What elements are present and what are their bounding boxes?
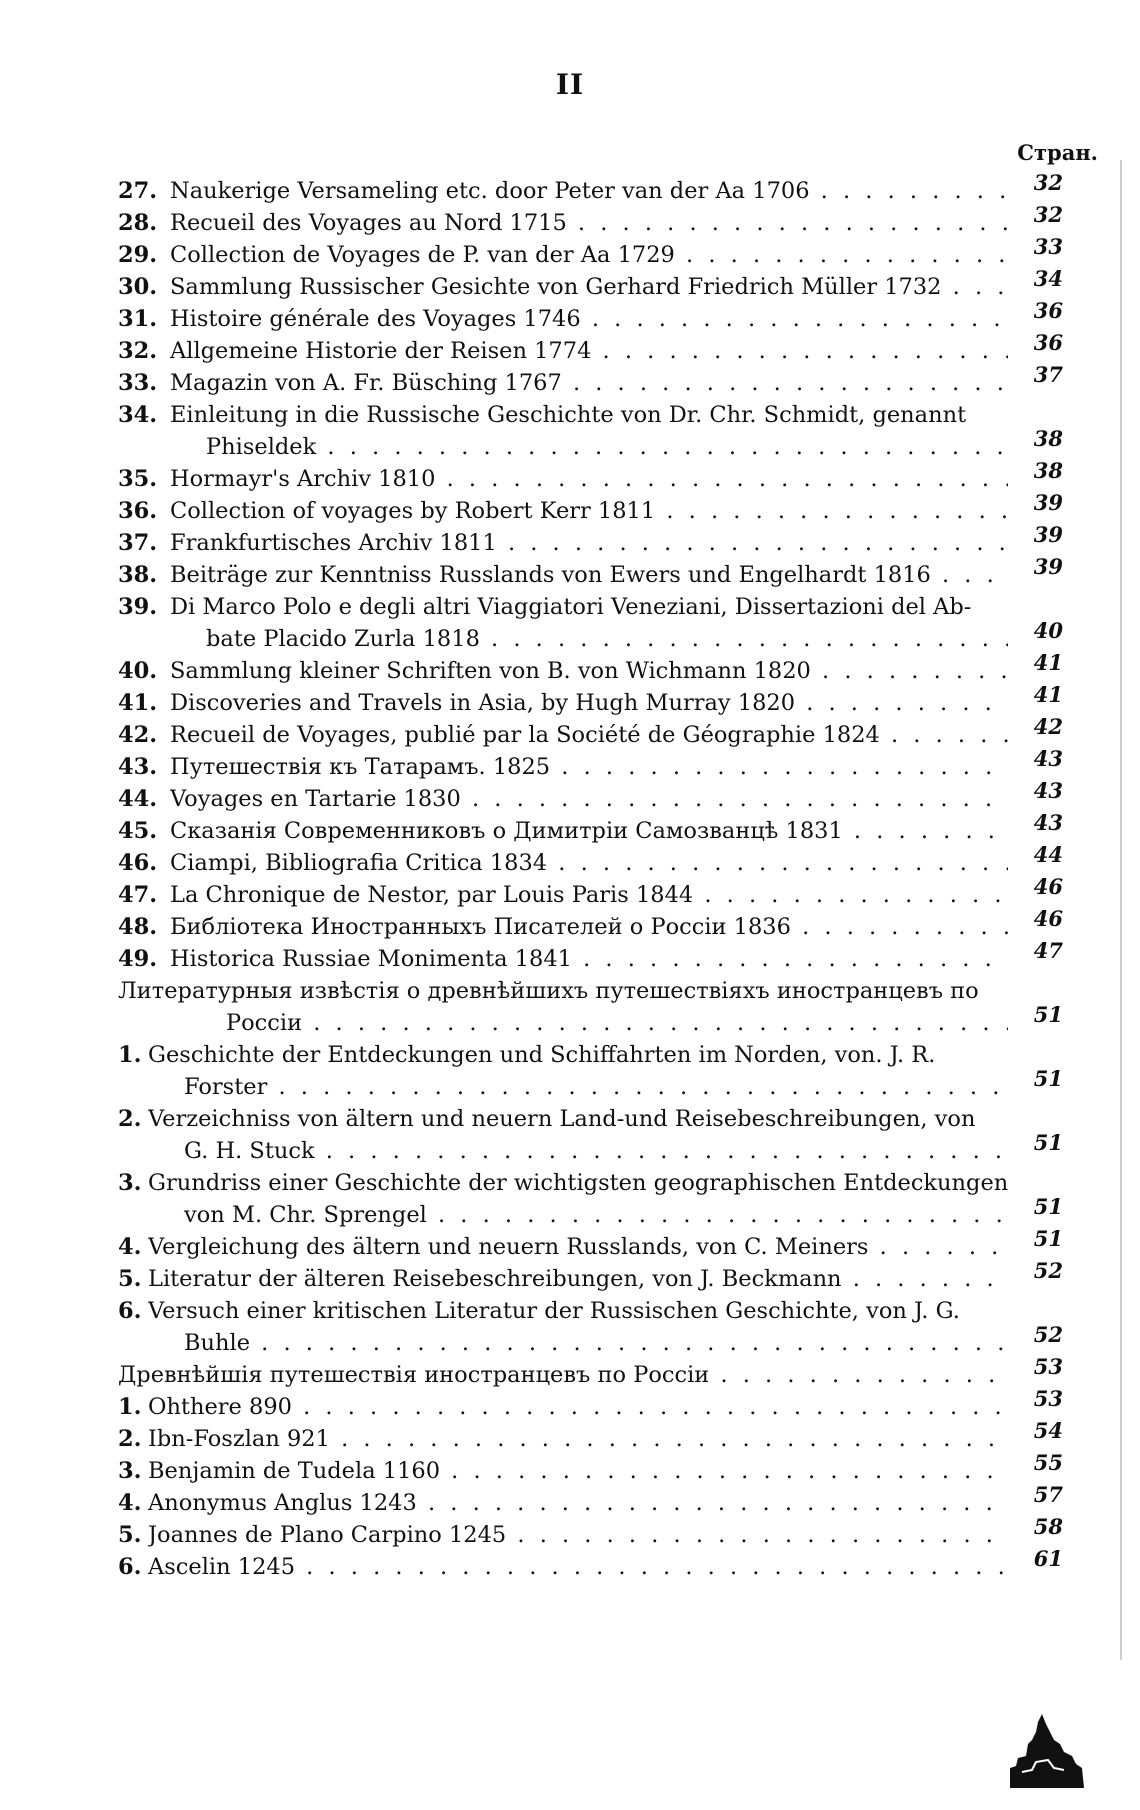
entry-number: 2. (118, 1426, 142, 1452)
toc-entry (118, 1258, 1063, 1295)
entry-title-line: Recueil de Voyages, publié par la Société de Géographie 1824 . . . (170, 719, 1008, 751)
entry-title-line: Voyages en Tartarie 1830 . . . (170, 783, 1008, 815)
entry-number: 44. (118, 786, 158, 812)
section-heading (118, 1354, 1063, 1391)
entry-title-line: Geschichte der Entdeckungen und Schiffahrten im Norden, von. J. R. (148, 1042, 936, 1068)
entry-title-line: Beiträge zur Kenntniss Russlands von Ewers und Engelhardt 1816 . . . (170, 559, 1008, 591)
entry-page-number: 54 (1033, 1418, 1063, 1443)
section-heading (118, 975, 1063, 1039)
toc-entry (118, 399, 1063, 463)
toc-entry (118, 1418, 1063, 1455)
entry-number: 5. (118, 1522, 142, 1548)
entry-title-line: Ciampi, Bibliografia Critica 1834 . . . (170, 847, 1008, 879)
entry-page-number: 42 (1033, 714, 1063, 739)
right-edge-rule (1120, 160, 1122, 1660)
entry-page-number: 39 (1033, 554, 1063, 579)
entry-page-number: 53 (1033, 1386, 1063, 1411)
entry-title-line: Древнѣйшія путешествія иностранцевъ по Россіи . . . (118, 1359, 1008, 1391)
toc-entry (118, 234, 1063, 271)
entry-title-line: Литературныя извѣстія о древнѣйшихъ путешествіяхъ иностранцевъ по (118, 978, 979, 1004)
entry-number: 4. (118, 1234, 142, 1260)
entry-title-line: Grundriss einer Geschichte der wichtigsten geographischen Entdeckungen (148, 1170, 1008, 1196)
entry-number: 4. (118, 1490, 142, 1516)
entry-page-number: 47 (1033, 938, 1063, 963)
entry-page-number: 46 (1033, 906, 1063, 931)
entry-title-line: Collection of voyages by Robert Kerr 1811 . . . (170, 495, 1008, 527)
toc-entry (118, 778, 1063, 815)
entry-number: 29. (118, 242, 158, 268)
entry-title-line: Discoveries and Travels in Asia, by Hugh Murray 1820 . . . (170, 687, 1008, 719)
toc-entry (118, 746, 1063, 783)
toc-entry (118, 1103, 1063, 1167)
toc-entry (118, 650, 1063, 687)
entry-number: 47. (118, 882, 158, 908)
toc-entry (118, 1295, 1063, 1359)
entry-title-line: Verzeichniss von ältern und neuern Land-und Reisebeschreibungen, von (148, 1106, 976, 1132)
toc-entry (118, 1167, 1063, 1231)
entry-number: 1. (118, 1394, 142, 1420)
entry-number: 33. (118, 370, 158, 396)
toc-entry (118, 1386, 1063, 1423)
entry-title-line: Ibn-Foszlan 921 . . . (148, 1423, 1008, 1455)
entry-page-number: 37 (1033, 362, 1063, 387)
entry-page-number: 39 (1033, 522, 1063, 547)
toc-entry (118, 522, 1063, 559)
toc-entry (118, 298, 1063, 335)
entry-page-number: 33 (1033, 234, 1063, 259)
entry-page-number: 36 (1033, 330, 1063, 355)
entry-title-line: G. H. Stuck . . . (148, 1135, 1008, 1167)
entry-page-number: 43 (1033, 810, 1063, 835)
entry-title-line: Sammlung Russischer Gesichte von Gerhard Friedrich Müller 1732 . . . (170, 271, 1008, 303)
entry-title-line: Путешествія къ Татарамъ. 1825 . . . (170, 751, 1008, 783)
entry-title-line: Einleitung in die Russische Geschichte von Dr. Chr. Schmidt, genannt (170, 402, 967, 428)
entry-page-number: 51 (1033, 1194, 1063, 1219)
toc-entry (118, 810, 1063, 847)
entry-number: 34. (118, 402, 158, 428)
entry-page-number: 38 (1033, 458, 1063, 483)
entry-title-line: Ascelin 1245 . . . (148, 1551, 1008, 1583)
entry-title-line: Сказанія Современниковъ о Димитріи Самозванцѣ 1831 . . . (170, 815, 1008, 847)
table-of-contents (118, 170, 1063, 1583)
toc-entry (118, 490, 1063, 527)
entry-page-number: 43 (1033, 778, 1063, 803)
toc-entry (118, 330, 1063, 367)
entry-page-number: 46 (1033, 874, 1063, 899)
entry-number: 28. (118, 210, 158, 236)
page-column-label: Стран. (1017, 140, 1098, 165)
entry-title-line: La Chronique de Nestor, par Louis Paris 1844 . . . (170, 879, 1008, 911)
entry-page-number: 51 (1033, 1226, 1063, 1251)
entry-number: 45. (118, 818, 158, 844)
entry-page-number: 61 (1033, 1546, 1063, 1571)
entry-page-number: 51 (1033, 1002, 1063, 1027)
toc-entry (118, 266, 1063, 303)
entry-number: 32. (118, 338, 158, 364)
entry-title-line: Sammlung kleiner Schriften von B. von Wichmann 1820 . . . (170, 655, 1008, 687)
entry-title-line: Joannes de Plano Carpino 1245 . . . (148, 1519, 1008, 1551)
entry-number: 46. (118, 850, 158, 876)
entry-number: 6. (118, 1298, 142, 1324)
entry-title-line: Ohthere 890 . . . (148, 1391, 1008, 1423)
entry-page-number: 51 (1033, 1130, 1063, 1155)
toc-entry (118, 938, 1063, 975)
entry-page-number: 57 (1033, 1482, 1063, 1507)
entry-number: 39. (118, 594, 158, 620)
entry-title-line: Allgemeine Historie der Reisen 1774 . . . (170, 335, 1008, 367)
entry-title-line: Benjamin de Tudela 1160 . . . (148, 1455, 1008, 1487)
entry-title-line: Forster . . . (148, 1071, 1008, 1103)
entry-page-number: 58 (1033, 1514, 1063, 1539)
toc-entry (118, 1450, 1063, 1487)
entry-page-number: 53 (1033, 1354, 1063, 1379)
entry-number: 31. (118, 306, 158, 332)
entry-title-line: Histoire générale des Voyages 1746 . . . (170, 303, 1008, 335)
entry-title-line: Hormayr's Archiv 1810 . . . (170, 463, 1008, 495)
toc-entry (118, 554, 1063, 591)
entry-number: 37. (118, 530, 158, 556)
entry-title-line: Anonymus Anglus 1243 . . . (148, 1487, 1008, 1519)
entry-title-line: Vergleichung des ältern und neuern Russlands, von C. Meiners . . . (148, 1231, 1008, 1263)
entry-title-line: Библіотека Иностранныхъ Писателей о Россіи 1836 . . . (170, 911, 1008, 943)
entry-page-number: 43 (1033, 746, 1063, 771)
entry-number: 35. (118, 466, 158, 492)
entry-title-line: Phiseldek . . . (170, 431, 1008, 463)
entry-title-line: Recueil des Voyages au Nord 1715 . . . (170, 207, 1008, 239)
toc-entry (118, 682, 1063, 719)
printer-ornament-icon (1002, 1710, 1084, 1788)
entry-title-line: Magazin von A. Fr. Büsching 1767 . . . (170, 367, 1008, 399)
entry-page-number: 40 (1033, 618, 1063, 643)
toc-entry (118, 591, 1063, 655)
entry-number: 43. (118, 754, 158, 780)
entry-number: 6. (118, 1554, 142, 1580)
entry-title-line: bate Placido Zurla 1818 . . . (170, 623, 1008, 655)
toc-entry (118, 202, 1063, 239)
entry-page-number: 44 (1033, 842, 1063, 867)
toc-entry (118, 874, 1063, 911)
entry-number: 38. (118, 562, 158, 588)
entry-page-number: 41 (1033, 682, 1063, 707)
entry-page-number: 32 (1033, 202, 1063, 227)
toc-entry (118, 842, 1063, 879)
entry-title-line: Historica Russiae Monimenta 1841 . . . (170, 943, 1008, 975)
entry-title-line: Frankfurtisches Archiv 1811 . . . (170, 527, 1008, 559)
entry-page-number: 36 (1033, 298, 1063, 323)
entry-number: 42. (118, 722, 158, 748)
entry-number: 1. (118, 1042, 142, 1068)
entry-number: 40. (118, 658, 158, 684)
entry-title-line: von M. Chr. Sprengel . . . (148, 1199, 1008, 1231)
entry-page-number: 38 (1033, 426, 1063, 451)
entry-title-line: Naukerige Versameling etc. door Peter van der Aa 1706 . . . (170, 175, 1008, 207)
toc-entry (118, 1546, 1063, 1583)
entry-number: 48. (118, 914, 158, 940)
entry-number: 36. (118, 498, 158, 524)
entry-number: 41. (118, 690, 158, 716)
entry-page-number: 39 (1033, 490, 1063, 515)
entry-page-number: 52 (1033, 1322, 1063, 1347)
entry-page-number: 55 (1033, 1450, 1063, 1475)
toc-entry (118, 170, 1063, 207)
entry-title-line: Collection de Voyages de P. van der Aa 1729 . . . (170, 239, 1008, 271)
entry-number: 49. (118, 946, 158, 972)
entry-page-number: 32 (1033, 170, 1063, 195)
entry-title-line: Literatur der älteren Reisebeschreibungen, von J. Beckmann . . . (148, 1263, 1008, 1295)
entry-number: 27. (118, 178, 158, 204)
toc-entry (118, 906, 1063, 943)
entry-title-line: Buhle . . . (148, 1327, 1008, 1359)
entry-page-number: 52 (1033, 1258, 1063, 1283)
toc-entry (118, 1039, 1063, 1103)
entry-page-number: 41 (1033, 650, 1063, 675)
toc-entry (118, 362, 1063, 399)
toc-entry (118, 714, 1063, 751)
entry-number: 3. (118, 1170, 142, 1196)
entry-number: 30. (118, 274, 158, 300)
page-number: II (555, 68, 585, 101)
entry-title-line: Россіи . . . (118, 1007, 1008, 1039)
entry-title-line: Versuch einer kritischen Literatur der Russischen Geschichte, von J. G. (148, 1298, 960, 1324)
entry-number: 2. (118, 1106, 142, 1132)
toc-entry (118, 1514, 1063, 1551)
toc-entry (118, 1226, 1063, 1263)
entry-title-line: Di Marco Polo e degli altri Viaggiatori Veneziani, Dissertazioni del Ab- (170, 594, 972, 620)
toc-entry (118, 458, 1063, 495)
entry-number: 3. (118, 1458, 142, 1484)
entry-number: 5. (118, 1266, 142, 1292)
entry-page-number: 51 (1033, 1066, 1063, 1091)
toc-entry (118, 1482, 1063, 1519)
entry-page-number: 34 (1033, 266, 1063, 291)
